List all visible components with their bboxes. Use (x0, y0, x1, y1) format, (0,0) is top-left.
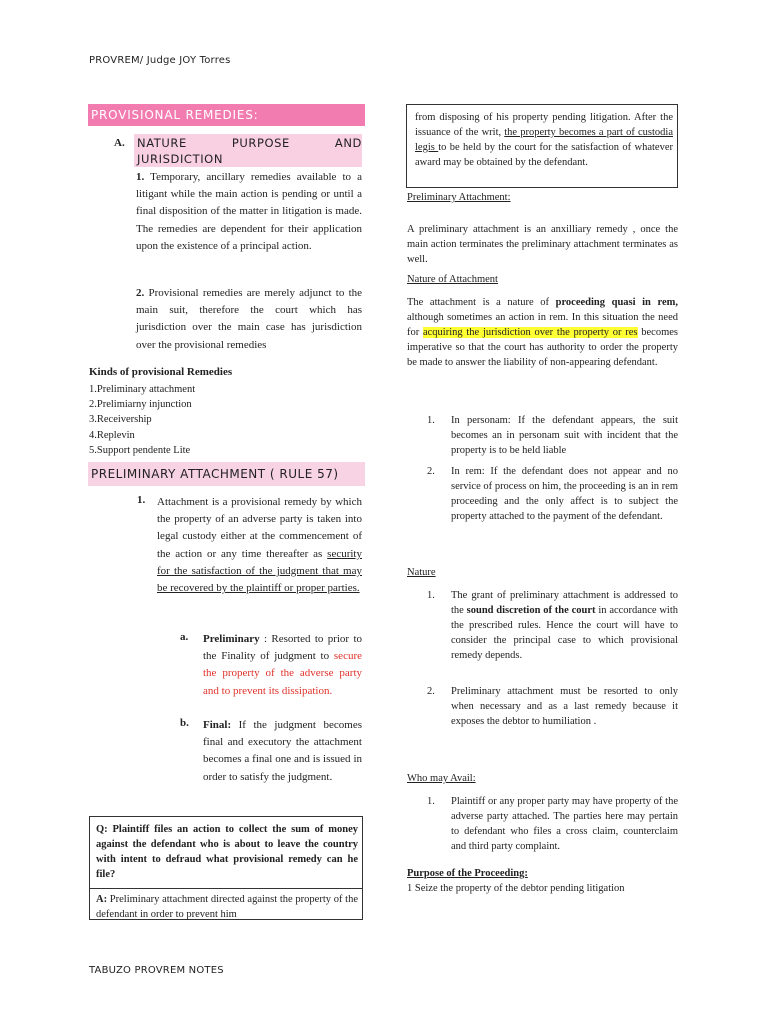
list-item: 2.Prelimiarny injunction (89, 399, 192, 411)
purpose-item-1: 1 Seize the property of the debtor pending litigation (407, 883, 625, 894)
list1-item-1-text: In personam: If the defendant appears, the suit becomes an in personam suit with incident that the property is to be held liable (451, 415, 678, 456)
list1-item-2-text: In rem: If the defendant does not appear and no service of process on him, the proceeding is an in rem proceeding and the only affect is to subject the property attached to the payment of the defendant. (451, 466, 678, 522)
sub-a-label: a. (180, 631, 189, 643)
noa-text-2: although sometimes an action in rem. In this situation the need for (407, 312, 678, 338)
answer-text (96, 892, 358, 922)
nature-item-1-bold: sound discretion of the court (466, 605, 596, 616)
heading-purpose: Purpose of the Proceeding: (407, 868, 528, 879)
section-a-title-word: NATURE (137, 136, 187, 150)
list-item: 3.Receivership (89, 414, 152, 426)
nature-of-attachment-text (407, 295, 678, 370)
pa-item-1-text (157, 494, 362, 597)
kinds-heading: Kinds of provisional Remedies (89, 366, 233, 378)
qa-divider (90, 888, 362, 889)
answer-label: A: (96, 894, 108, 905)
preliminary-attachment-text: A preliminary attachment is an anxilliary remedy , once the main action terminates the preliminary attachment terminates as well. (407, 224, 678, 265)
section-title-provisional-remedies: PROVISIONAL REMEDIES: (88, 104, 365, 126)
pa-item-1-plain: Attachment is a provisional remedy by which the property of an adverse party is taken into legal custody either at the commencement of the action or any time thereafter as (157, 496, 362, 560)
noa-highlight: acquiring the jurisdiction over the property or res (422, 327, 638, 338)
list1-item-1-number: 1. (427, 415, 435, 426)
nature-item-1-text (451, 588, 678, 663)
pa-item-1-number: 1. (137, 494, 146, 506)
box-text-underlined: the property becomes a part of custodia legis (415, 127, 673, 153)
kinds-list (89, 382, 195, 458)
nature-item-1-a: The grant of preliminary attachment is addressed to the (451, 590, 678, 616)
paragraph-1-number: 1. (136, 171, 145, 183)
question-text: Q: Plaintiff files an action to collect the sum of money against the defendant who is about to leave the country with intent to defraud what provisional remedy can he file? (96, 824, 358, 880)
nature-item-1-b: in accordance with the prescribed rules. Hence the court will have to consider the principal case to which provisional remedy depends. (451, 605, 679, 661)
paragraph-1 (136, 169, 362, 255)
sub-b-bold: Final: (203, 719, 232, 731)
qa-box (89, 816, 363, 920)
list-item: 1.Preliminary attachment (89, 384, 196, 395)
sub-b-label: b. (180, 717, 189, 729)
continuation-box (406, 104, 678, 188)
noa-bold: proceeding quasi in rem, (555, 297, 678, 308)
answer-body: Preliminary attachment directed against the property of the defendant in order to prevent him (96, 894, 358, 920)
list-item: 5.Support pendente Lite (89, 444, 191, 456)
nature-item-2-number: 2. (427, 686, 435, 697)
section-a-label: A. (114, 137, 125, 149)
list1-item-2-number: 2. (427, 466, 435, 477)
heading-nature-of-attachment: Nature of Attachment (407, 274, 498, 285)
nature-item-1-number: 1. (427, 590, 435, 601)
sub-a-red: secure the property of the adverse party and to prevent its dissipation. (203, 650, 362, 697)
nature-item-2-text: Preliminary attachment must be resorted to only when necessary and as a last remedy because it exposes the debtor to humiliation . (451, 686, 678, 727)
page-footer: TABUZO PROVREM NOTES (89, 965, 224, 976)
sub-b-text (203, 717, 362, 786)
paragraph-2-number: 2. (136, 287, 145, 299)
page-header: PROVREM/ Judge JOY Torres (89, 55, 231, 66)
box-text-2: to be held by the court for the satisfaction of whatever award may be obtained by the defendant. (415, 142, 673, 168)
sub-a-text (203, 631, 362, 700)
pa-item-1-underlined: security for the satisfaction of the judgment that may be recovered by the plaintiff or proper parties. (157, 547, 362, 595)
paragraph-2-text: Provisional remedies are merely adjunct to the main suit, therefore the court which has jurisdiction over the main case has jurisdiction over the provisional remedies (136, 287, 363, 351)
who-item-1-number: 1. (427, 796, 435, 807)
section-a-title (134, 134, 362, 167)
heading-preliminary-attachment: Preliminary Attachment: (407, 192, 511, 203)
sub-b-plain: If the judgment becomes final and executory the attachment becomes a final one and is issued in order to satisfy the judgment. (203, 719, 362, 783)
box-text-1: from disposing of his property pending litigation. After the issuance of the writ, (415, 112, 673, 138)
list-item: 4.Replevin (89, 429, 135, 441)
who-item-1-text: Plaintiff or any proper party may have property of the adverse party attached. The parties here may pertain to defendant who files a cross claim, counterclaim and third party complaint. (451, 796, 678, 852)
paragraph-1-text: Temporary, ancillary remedies available to a litigant while the main action is pending or until a final disposition of the matter in litigation is made. The remedies are dependent for their application upon the existence of a principal action. (136, 171, 362, 252)
section-title-preliminary-attachment: PRELIMINARY ATTACHMENT ( RULE 57) (88, 462, 365, 486)
heading-nature: Nature (407, 567, 436, 578)
sub-a-plain: : Resorted to prior to the Finality of judgment to (203, 633, 362, 663)
section-a-title-word: PURPOSE (231, 136, 290, 150)
heading-who-may-avail: Who may Avail: (407, 773, 476, 784)
noa-text-1: The attachment is a nature of (407, 297, 556, 308)
section-a-title-word: AND (334, 136, 362, 150)
paragraph-2 (136, 285, 362, 354)
section-a-title-line2: JURISDICTION (137, 152, 224, 166)
sub-a-bold: Preliminary (203, 633, 260, 645)
noa-text-3: becomes imperative so that the court has authority to order the property be made to answer the liability of non-appearing defendant. (407, 327, 678, 368)
